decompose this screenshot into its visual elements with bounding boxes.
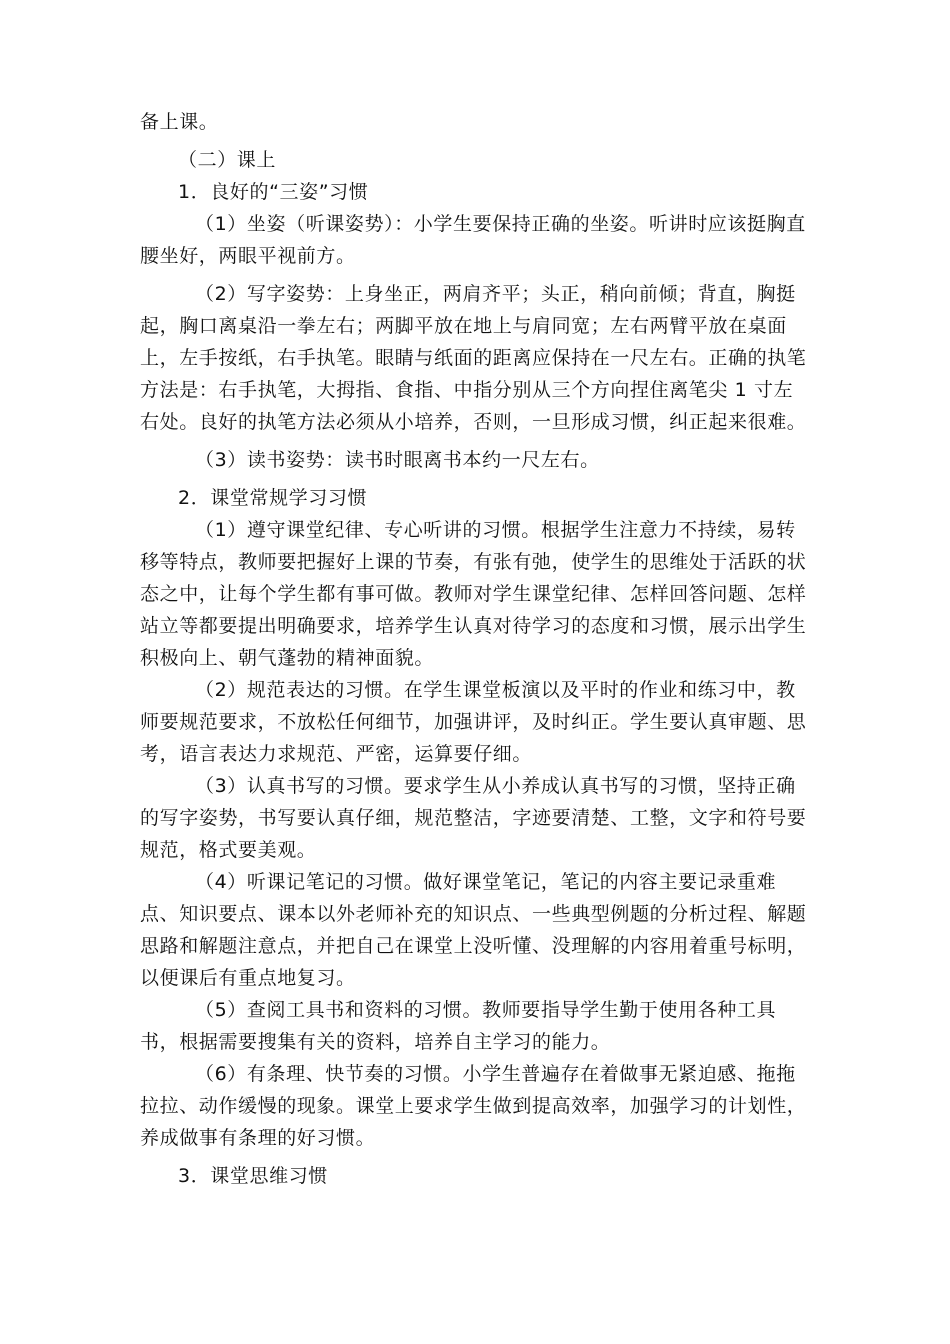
- paragraph-expression-habit: （2）规范表达的习惯。在学生课堂板演以及平时的作业和练习中，教师要规范要求，不放松任何细节，加强讲评，及时纠正。学生要认真审题、思考，语言表达力求规范、严密，运算要仔细。: [140, 679, 807, 765]
- paragraph-continuation: 备上课。: [140, 111, 219, 133]
- document-body: [140, 106, 812, 1192]
- subheading-thinking-habits: 3．课堂思维习惯: [178, 1165, 328, 1187]
- paragraph-writing-habit: （3）认真书写的习惯。要求学生从小养成认真书写的习惯，坚持正确的写字姿势，书写要认真仔细，规范整洁，字迹要清楚、工整，文字和符号要规范，格式要美观。: [140, 775, 807, 861]
- section-heading-in-class: （二）课上: [178, 149, 277, 171]
- paragraph-reading-posture: （3）读书姿势：读书时眼离书本约一尺左右。: [195, 449, 600, 471]
- paragraph-writing-posture: （2）写字姿势：上身坐正，两肩齐平；头正，稍向前倾；背直，胸挺起，胸口离桌沿一拳左右；两脚平放在地上与肩同宽；左右两臂平放在桌面上，左手按纸，右手执笔。眼睛与纸面的距离应保持在一尺左右。正确的执笔方法是：右手执笔，大拇指、食指、中指分别从三个方向捏住离笔尖 1 寸左右处。良好的执笔方法必须从小培养，否则，一旦形成习惯，纠正起来很难。: [140, 283, 807, 433]
- paragraph-note-taking-habit: （4）听课记笔记的习惯。做好课堂笔记，笔记的内容主要记录重难点、知识要点、课本以外老师补充的知识点、一些典型例题的分析过程、解题思路和解题注意点，并把自己在课堂上没听懂、没理解的内容用着重号标明，以便课后有重点地复习。: [140, 871, 807, 989]
- paragraph-discipline-habit: （1）遵守课堂纪律、专心听讲的习惯。根据学生注意力不持续，易转移等特点，教师要把握好上课的节奏，有张有弛，使学生的思维处于活跃的状态之中，让每个学生都有事可做。教师对学生课堂纪律、怎样回答问题、怎样站立等都要提出明确要求，培养学生认真对待学习的态度和习惯，展示出学生积极向上、朝气蓬勃的精神面貌。: [140, 519, 807, 669]
- subheading-classroom-habits: 2．课堂常规学习习惯: [178, 487, 368, 509]
- paragraph-reference-habit: （5）查阅工具书和资料的习惯。教师要指导学生勤于使用各种工具书，根据需要搜集有关的资料，培养自主学习的能力。: [140, 999, 777, 1053]
- paragraph-sitting-posture: （1）坐姿（听课姿势）：小学生要保持正确的坐姿。听讲时应该挺胸直腰坐好，两眼平视前方。: [140, 213, 806, 267]
- paragraph-orderly-habit: （6）有条理、快节奏的习惯。小学生普遍存在着做事无紧迫感、拖拖拉拉、动作缓慢的现象。课堂上要求学生做到提高效率，加强学习的计划性，养成做事有条理的好习惯。: [140, 1063, 807, 1149]
- subheading-three-postures: 1．良好的“三姿”习惯: [178, 181, 369, 203]
